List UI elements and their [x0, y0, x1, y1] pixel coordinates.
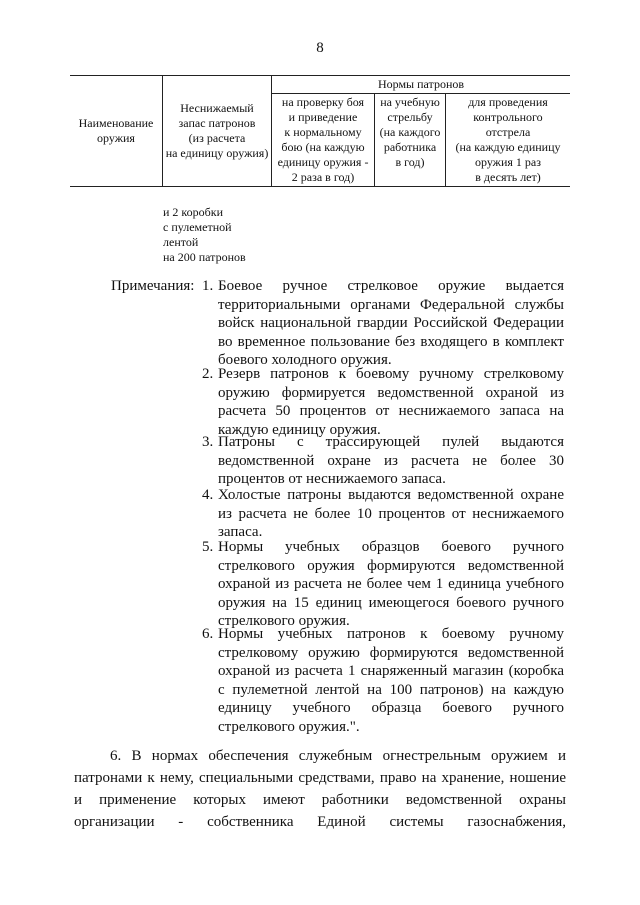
- note-text: Боевое ручное стрелковое оружие выдается территориальными органами Федеральной службы войск национальной гвардии Российской Федерации во временное пользование без входящего в комплект боевого холодного оружия.: [218, 278, 564, 368]
- note-item-5: [202, 538, 564, 631]
- column-header-control-shooting: для проведения контрольного отстрела (на каждую единицу оружия 1 раз в десять лет): [446, 94, 571, 187]
- note-text: Патроны с трассирующей пулей выдаются ведомственной охране из расчета не более 30 процентов от неснижаемого запаса.: [218, 434, 564, 487]
- table-cell-stock-continuation: и 2 коробки с пулеметной лентой на 200 патронов: [163, 205, 246, 264]
- note-text: Нормы учебных патронов к боевому ручному стрелковому оружию формируются ведомственной охраной из расчета 1 снаряженный магазин (коробка с пулеметной лентой на 100 патронов) на каждую единицу учебного образца боевого ручного стрелкового оружия.".: [218, 626, 564, 735]
- note-item-3: [202, 433, 564, 489]
- column-header-minimum-stock: Неснижаемый запас патронов (из расчета на единицу оружия): [163, 76, 272, 187]
- column-header-ammunition-norms: Нормы патронов: [272, 76, 571, 94]
- note-item-1: [202, 277, 564, 370]
- note-text: Резерв патронов к боевому ручному стрелковому оружию формируется ведомственной охраной из расчета 50 процентов от неснижаемого запаса на каждую единицу оружия.: [218, 366, 564, 438]
- note-item-6: [202, 625, 564, 736]
- note-item-2: [202, 365, 564, 439]
- note-text: Нормы учебных образцов боевого ручного стрелкового оружия формируются ведомственной охраной из расчета не более чем 1 единица учебного оружия на 15 единиц имеющегося боевого ручного стрелкового оружия.: [218, 539, 564, 629]
- ammunition-norms-table: [70, 75, 570, 187]
- note-number: 3.: [202, 434, 214, 450]
- note-number: 2.: [202, 366, 214, 382]
- note-item-4: [202, 486, 564, 542]
- note-number: 1.: [202, 278, 214, 294]
- note-text: Холостые патроны выдаются ведомственной охране из расчета не более 10 процентов от неснижаемого запаса.: [218, 487, 564, 540]
- page-number: 8: [316, 40, 324, 56]
- column-header-training-shooting: на учебную стрельбу (на каждого работника в год): [375, 94, 446, 187]
- note-number: 6.: [202, 626, 214, 642]
- section-6-paragraph: 6. В нормах обеспечения служебным огнестрельным оружием и патронами к нему, специальными средствами, право на хранение, ношение и применение которых имеют работники ведомственной охраны организации - собственника Единой системы газоснабжения,: [74, 748, 566, 830]
- column-header-weapon-name: Наименование оружия: [70, 76, 163, 187]
- table-header-row-1: [70, 76, 570, 94]
- note-number: 4.: [202, 487, 214, 503]
- column-header-combat-check: на проверку боя и приведение к нормальному бою (на каждую единицу оружия - 2 раза в год): [272, 94, 375, 187]
- notes-label: Примечания:: [111, 278, 195, 294]
- note-number: 5.: [202, 539, 214, 555]
